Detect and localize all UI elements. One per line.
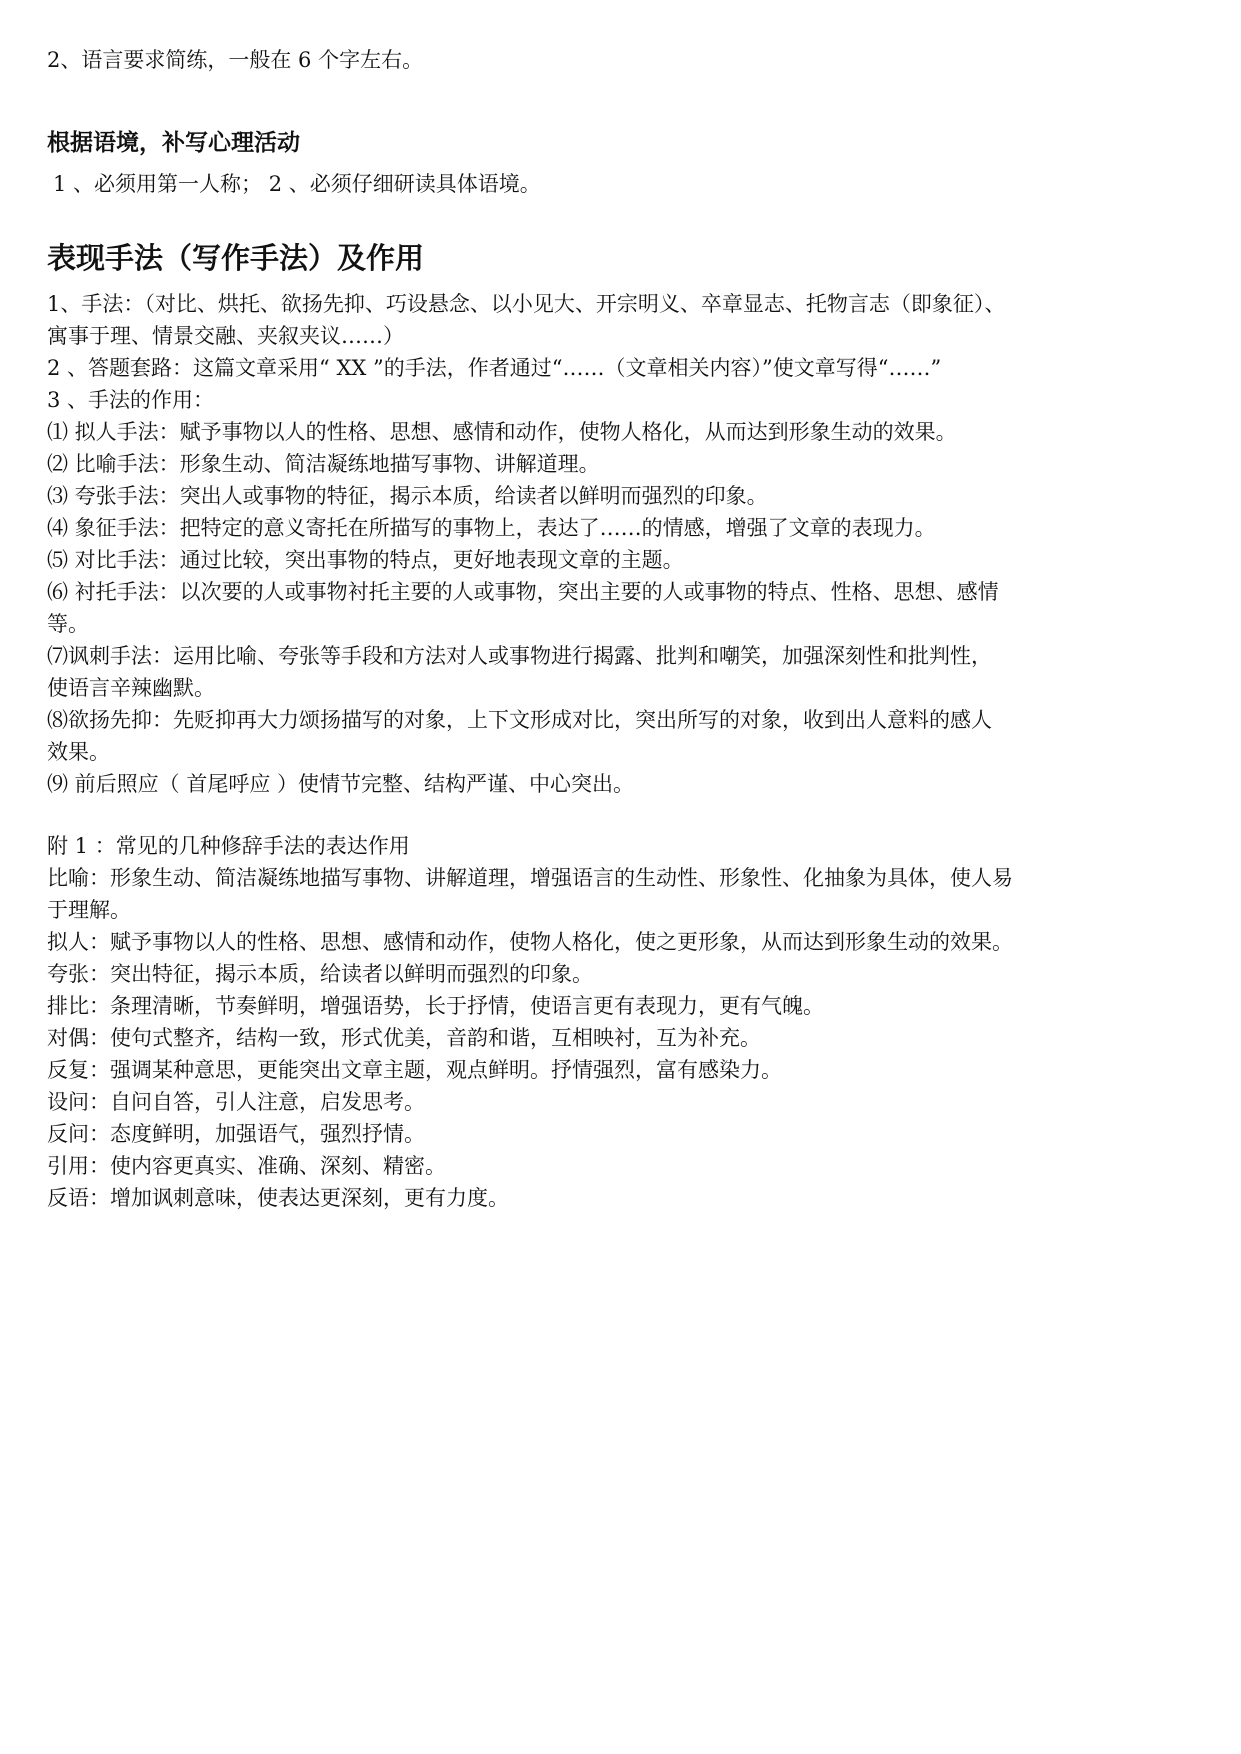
technique-line: ⑹ 衬托手法：以次要的人或事物衬托主要的人或事物，突出主要的人或事物的特点、性格、思想、感情 (47, 580, 999, 604)
technique-line: 3 、手法的作用： (47, 388, 215, 412)
intro-line: 2、语言要求简练，一般在 6 个字左右。 (47, 48, 424, 72)
technique-line: ⑷ 象征手法：把特定的意义寄托在所描写的事物上，表达了……的情感，增强了文章的表现力。 (47, 516, 936, 540)
appendix-line: 排比：条理清晰，节奏鲜明，增强语势，长于抒情，使语言更有表现力，更有气魄。 (47, 994, 824, 1018)
appendix-line: 比喻：形象生动、简洁凝练地描写事物、讲解道理，增强语言的生动性、形象性、化抽象为具体，使人易 (47, 866, 1013, 890)
appendix-line: 反复：强调某种意思，更能突出文章主题，观点鲜明。抒情强烈，富有感染力。 (47, 1058, 782, 1082)
document-page (47, 44, 1217, 1214)
technique-line: ⑻欲扬先抑：先贬抑再大力颂扬描写的对象，上下文形成对比，突出所写的对象，收到出人意料的感人 (47, 708, 992, 732)
section-heading-techniques: 表现手法（写作手法）及作用 (47, 241, 425, 275)
technique-line: 效果。 (47, 740, 110, 764)
technique-line: ⑸ 对比手法：通过比较，突出事物的特点，更好地表现文章的主题。 (47, 548, 684, 572)
appendix-rhetoric (47, 830, 1217, 1214)
techniques-body (47, 288, 1217, 800)
appendix-title: 附 1 ：常见的几种修辞手法的表达作用 (47, 834, 410, 858)
appendix-line: 夸张：突出特征，揭示本质，给读者以鲜明而强烈的印象。 (47, 962, 593, 986)
technique-line: 使语言辛辣幽默。 (47, 676, 215, 700)
appendix-line: 反问：态度鲜明，加强语气，强烈抒情。 (47, 1122, 425, 1146)
technique-line: ⑼ 前后照应（ 首尾呼应 ）使情节完整、结构严谨、中心突出。 (47, 772, 635, 796)
technique-line: 寓事于理、情景交融、夹叙夹议……） (47, 324, 404, 348)
appendix-line: 设问：自问自答，引人注意，启发思考。 (47, 1090, 425, 1114)
appendix-line: 于理解。 (47, 898, 131, 922)
technique-line: ⑵ 比喻手法：形象生动、简洁凝练地描写事物、讲解道理。 (47, 452, 600, 476)
appendix-line: 引用：使内容更真实、准确、深刻、精密。 (47, 1154, 446, 1178)
technique-line: ⑴ 拟人手法：赋予事物以人的性格、思想、感情和动作，使物人格化，从而达到形象生动的效果。 (47, 420, 957, 444)
appendix-line: 对偶：使句式整齐，结构一致，形式优美，音韵和谐，互相映衬，互为补充。 (47, 1026, 761, 1050)
technique-line: ⑶ 夸张手法：突出人或事物的特征，揭示本质，给读者以鲜明而强烈的印象。 (47, 484, 768, 508)
technique-line: ⑺讽刺手法：运用比喻、夸张等手段和方法对人或事物进行揭露、批判和嘲笑，加强深刻性和批判性， (47, 644, 992, 668)
appendix-line: 拟人：赋予事物以人的性格、思想、感情和动作，使物人格化，使之更形象，从而达到形象生动的效果。 (47, 930, 1013, 954)
technique-line: 2 、答题套路：这篇文章采用“ XX ”的手法，作者通过“……（文章相关内容）”使文章写得“……” (47, 356, 942, 380)
section-heading-mental-activity: 根据语境，补写心理活动 (47, 130, 300, 156)
technique-line: 等。 (47, 612, 89, 636)
section-body-mental-activity: 1 、必须用第一人称； 2 、必须仔细研读具体语境。 (53, 172, 541, 196)
technique-line: 1、手法：（对比、烘托、欲扬先抑、巧设悬念、以小见大、开宗明义、卒章显志、托物言志（即象征）、 (47, 292, 1006, 316)
appendix-line: 反语：增加讽刺意味，使表达更深刻，更有力度。 (47, 1186, 509, 1210)
